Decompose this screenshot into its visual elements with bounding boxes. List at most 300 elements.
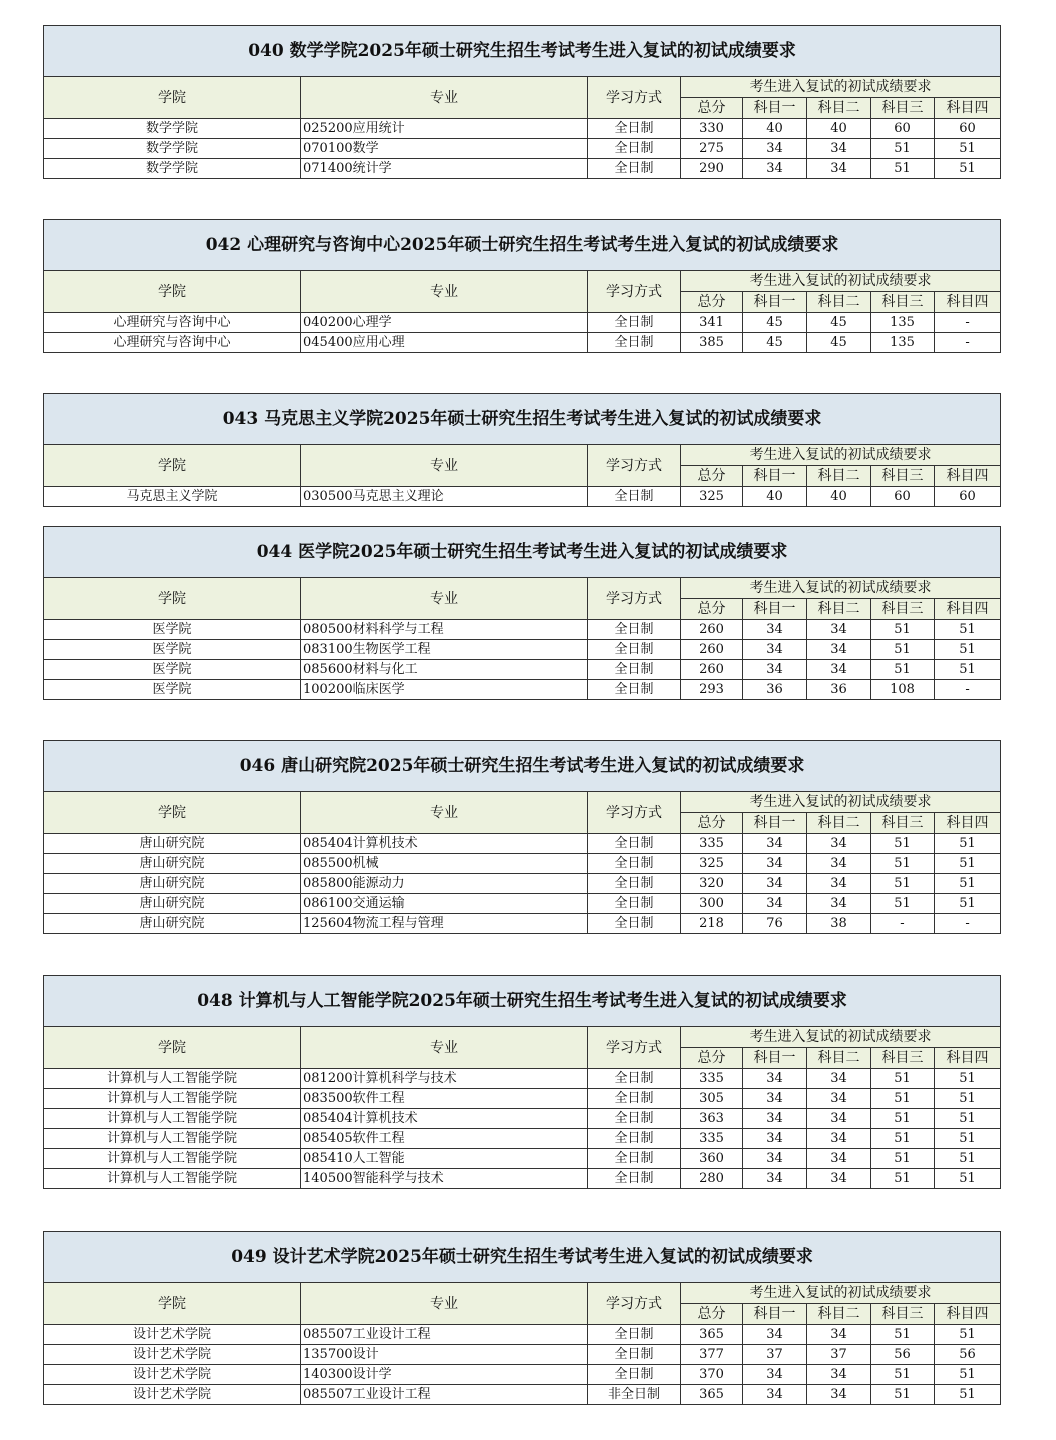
table-row — [44, 1089, 1001, 1109]
table-row — [44, 1365, 1001, 1385]
subject3-cell: - — [871, 914, 935, 934]
table-row — [44, 1149, 1001, 1169]
section-title: 042 心理研究与咨询中心2025年硕士研究生招生考试考生进入复试的初试成绩要求 — [44, 220, 1001, 271]
subject2-cell: 38 — [807, 914, 871, 934]
score-section — [43, 393, 1000, 507]
table-row — [44, 159, 1001, 179]
mode-cell: 全日制 — [588, 159, 681, 179]
subject2-cell: 45 — [807, 333, 871, 353]
score-table — [43, 393, 1001, 507]
subject4-cell: 60 — [935, 487, 1001, 507]
major-cell: 086100交通运输 — [301, 894, 588, 914]
header-college: 学院 — [44, 77, 301, 119]
major-cell: 140300设计学 — [301, 1365, 588, 1385]
subject3-cell: 51 — [871, 620, 935, 640]
table-row — [44, 1325, 1001, 1345]
subject2-cell: 34 — [807, 1069, 871, 1089]
subject4-cell: 51 — [935, 894, 1001, 914]
table-row — [44, 620, 1001, 640]
subject2-cell: 34 — [807, 640, 871, 660]
subject4-cell: 51 — [935, 660, 1001, 680]
score-table — [43, 219, 1001, 353]
subject4-cell: - — [935, 914, 1001, 934]
header-college: 学院 — [44, 792, 301, 834]
subject3-cell: 135 — [871, 313, 935, 333]
subject4-cell: 51 — [935, 1149, 1001, 1169]
subject1-cell: 40 — [743, 487, 807, 507]
major-cell: 045400应用心理 — [301, 333, 588, 353]
subject4-cell: 51 — [935, 1365, 1001, 1385]
major-cell: 085600材料与化工 — [301, 660, 588, 680]
header-s3: 科目三 — [871, 599, 935, 620]
major-cell: 080500材料科学与工程 — [301, 620, 588, 640]
college-cell: 数学学院 — [44, 119, 301, 139]
score-table — [43, 1231, 1001, 1405]
subject1-cell: 45 — [743, 313, 807, 333]
table-row — [44, 1385, 1001, 1405]
subject2-cell: 34 — [807, 1325, 871, 1345]
subject3-cell: 51 — [871, 1385, 935, 1405]
mode-cell: 全日制 — [588, 487, 681, 507]
total-cell: 300 — [681, 894, 743, 914]
mode-cell: 全日制 — [588, 874, 681, 894]
section-title: 043 马克思主义学院2025年硕士研究生招生考试考生进入复试的初试成绩要求 — [44, 394, 1001, 445]
subject1-cell: 34 — [743, 620, 807, 640]
score-table — [43, 526, 1001, 700]
subject1-cell: 40 — [743, 119, 807, 139]
subject2-cell: 34 — [807, 1129, 871, 1149]
subject3-cell: 60 — [871, 487, 935, 507]
subject1-cell: 34 — [743, 640, 807, 660]
table-row — [44, 834, 1001, 854]
mode-cell: 全日制 — [588, 854, 681, 874]
major-cell: 083100生物医学工程 — [301, 640, 588, 660]
subject4-cell: 51 — [935, 159, 1001, 179]
major-cell: 030500马克思主义理论 — [301, 487, 588, 507]
subject2-cell: 34 — [807, 660, 871, 680]
college-cell: 计算机与人工智能学院 — [44, 1109, 301, 1129]
major-cell: 070100数学 — [301, 139, 588, 159]
subject3-cell: 51 — [871, 834, 935, 854]
subject1-cell: 34 — [743, 1069, 807, 1089]
college-cell: 计算机与人工智能学院 — [44, 1069, 301, 1089]
subject1-cell: 34 — [743, 1385, 807, 1405]
header-s1: 科目一 — [743, 1048, 807, 1069]
subject1-cell: 34 — [743, 1169, 807, 1189]
table-row — [44, 313, 1001, 333]
total-cell: 275 — [681, 139, 743, 159]
header-study-mode: 学习方式 — [588, 792, 681, 834]
subject1-cell: 34 — [743, 1365, 807, 1385]
subject2-cell: 45 — [807, 313, 871, 333]
table-row — [44, 914, 1001, 934]
subject2-cell: 34 — [807, 894, 871, 914]
subject2-cell: 34 — [807, 854, 871, 874]
section-title: 044 医学院2025年硕士研究生招生考试考生进入复试的初试成绩要求 — [44, 527, 1001, 578]
header-s3: 科目三 — [871, 1048, 935, 1069]
header-major: 专业 — [301, 792, 588, 834]
header-requirement: 考生进入复试的初试成绩要求 — [681, 578, 1001, 599]
header-major: 专业 — [301, 1027, 588, 1069]
major-cell: 085404计算机技术 — [301, 1109, 588, 1129]
header-s1: 科目一 — [743, 813, 807, 834]
subject3-cell: 51 — [871, 1169, 935, 1189]
header-s4: 科目四 — [935, 1304, 1001, 1325]
college-cell: 唐山研究院 — [44, 914, 301, 934]
header-s3: 科目三 — [871, 813, 935, 834]
subject4-cell: 51 — [935, 1325, 1001, 1345]
total-cell: 363 — [681, 1109, 743, 1129]
subject1-cell: 34 — [743, 1109, 807, 1129]
total-cell: 365 — [681, 1385, 743, 1405]
major-cell: 085800能源动力 — [301, 874, 588, 894]
table-row — [44, 1069, 1001, 1089]
subject3-cell: 135 — [871, 333, 935, 353]
subject1-cell: 34 — [743, 1129, 807, 1149]
major-cell: 125604物流工程与管理 — [301, 914, 588, 934]
header-requirement: 考生进入复试的初试成绩要求 — [681, 792, 1001, 813]
subject4-cell: 60 — [935, 119, 1001, 139]
score-section — [43, 975, 1000, 1189]
header-s4: 科目四 — [935, 813, 1001, 834]
subject3-cell: 51 — [871, 1129, 935, 1149]
college-cell: 唐山研究院 — [44, 834, 301, 854]
mode-cell: 全日制 — [588, 1325, 681, 1345]
major-cell: 081200计算机科学与技术 — [301, 1069, 588, 1089]
subject4-cell: 51 — [935, 1385, 1001, 1405]
subject1-cell: 36 — [743, 680, 807, 700]
college-cell: 心理研究与咨询中心 — [44, 333, 301, 353]
major-cell: 085405软件工程 — [301, 1129, 588, 1149]
header-study-mode: 学习方式 — [588, 271, 681, 313]
subject2-cell: 34 — [807, 1385, 871, 1405]
header-s1: 科目一 — [743, 98, 807, 119]
major-cell: 085404计算机技术 — [301, 834, 588, 854]
subject2-cell: 34 — [807, 139, 871, 159]
table-row — [44, 1345, 1001, 1365]
header-total: 总分 — [681, 466, 743, 487]
table-row — [44, 640, 1001, 660]
header-s4: 科目四 — [935, 1048, 1001, 1069]
subject1-cell: 34 — [743, 1325, 807, 1345]
college-cell: 计算机与人工智能学院 — [44, 1169, 301, 1189]
mode-cell: 全日制 — [588, 914, 681, 934]
header-s1: 科目一 — [743, 466, 807, 487]
college-cell: 唐山研究院 — [44, 894, 301, 914]
header-s3: 科目三 — [871, 1304, 935, 1325]
total-cell: 260 — [681, 620, 743, 640]
subject4-cell: 51 — [935, 1069, 1001, 1089]
header-s2: 科目二 — [807, 599, 871, 620]
header-s2: 科目二 — [807, 813, 871, 834]
table-row — [44, 1129, 1001, 1149]
subject3-cell: 51 — [871, 1109, 935, 1129]
header-major: 专业 — [301, 77, 588, 119]
table-row — [44, 854, 1001, 874]
header-requirement: 考生进入复试的初试成绩要求 — [681, 1027, 1001, 1048]
subject2-cell: 34 — [807, 874, 871, 894]
header-s1: 科目一 — [743, 292, 807, 313]
college-cell: 数学学院 — [44, 159, 301, 179]
score-section — [43, 1231, 1000, 1405]
header-s2: 科目二 — [807, 98, 871, 119]
subject3-cell: 51 — [871, 1325, 935, 1345]
subject4-cell: 51 — [935, 139, 1001, 159]
header-requirement: 考生进入复试的初试成绩要求 — [681, 77, 1001, 98]
header-requirement: 考生进入复试的初试成绩要求 — [681, 445, 1001, 466]
header-study-mode: 学习方式 — [588, 1283, 681, 1325]
major-cell: 085500机械 — [301, 854, 588, 874]
college-cell: 计算机与人工智能学院 — [44, 1089, 301, 1109]
header-study-mode: 学习方式 — [588, 578, 681, 620]
subject4-cell: - — [935, 680, 1001, 700]
table-row — [44, 660, 1001, 680]
mode-cell: 非全日制 — [588, 1385, 681, 1405]
table-row — [44, 487, 1001, 507]
header-s4: 科目四 — [935, 599, 1001, 620]
subject4-cell: 51 — [935, 640, 1001, 660]
subject2-cell: 37 — [807, 1345, 871, 1365]
major-cell: 071400统计学 — [301, 159, 588, 179]
mode-cell: 全日制 — [588, 1365, 681, 1385]
subject1-cell: 34 — [743, 139, 807, 159]
total-cell: 325 — [681, 487, 743, 507]
score-section — [43, 25, 1000, 179]
total-cell: 335 — [681, 834, 743, 854]
header-s2: 科目二 — [807, 466, 871, 487]
mode-cell: 全日制 — [588, 1109, 681, 1129]
header-s3: 科目三 — [871, 292, 935, 313]
subject1-cell: 34 — [743, 834, 807, 854]
header-major: 专业 — [301, 578, 588, 620]
table-row — [44, 119, 1001, 139]
subject3-cell: 60 — [871, 119, 935, 139]
subject2-cell: 34 — [807, 1089, 871, 1109]
header-s4: 科目四 — [935, 292, 1001, 313]
score-table — [43, 975, 1001, 1189]
subject2-cell: 34 — [807, 1365, 871, 1385]
college-cell: 医学院 — [44, 620, 301, 640]
header-total: 总分 — [681, 98, 743, 119]
subject2-cell: 34 — [807, 159, 871, 179]
total-cell: 260 — [681, 640, 743, 660]
major-cell: 085410人工智能 — [301, 1149, 588, 1169]
table-row — [44, 1109, 1001, 1129]
header-s2: 科目二 — [807, 1048, 871, 1069]
college-cell: 心理研究与咨询中心 — [44, 313, 301, 333]
college-cell: 马克思主义学院 — [44, 487, 301, 507]
header-major: 专业 — [301, 445, 588, 487]
header-s1: 科目一 — [743, 599, 807, 620]
college-cell: 唐山研究院 — [44, 874, 301, 894]
header-s2: 科目二 — [807, 292, 871, 313]
college-cell: 计算机与人工智能学院 — [44, 1129, 301, 1149]
total-cell: 320 — [681, 874, 743, 894]
header-total: 总分 — [681, 1048, 743, 1069]
major-cell: 083500软件工程 — [301, 1089, 588, 1109]
total-cell: 218 — [681, 914, 743, 934]
subject3-cell: 56 — [871, 1345, 935, 1365]
subject3-cell: 51 — [871, 874, 935, 894]
subject4-cell: 51 — [935, 1169, 1001, 1189]
total-cell: 360 — [681, 1149, 743, 1169]
subject3-cell: 51 — [871, 660, 935, 680]
mode-cell: 全日制 — [588, 1089, 681, 1109]
header-requirement: 考生进入复试的初试成绩要求 — [681, 271, 1001, 292]
major-cell: 100200临床医学 — [301, 680, 588, 700]
mode-cell: 全日制 — [588, 1069, 681, 1089]
subject1-cell: 34 — [743, 1149, 807, 1169]
total-cell: 365 — [681, 1325, 743, 1345]
college-cell: 唐山研究院 — [44, 854, 301, 874]
header-college: 学院 — [44, 1283, 301, 1325]
mode-cell: 全日制 — [588, 640, 681, 660]
subject4-cell: - — [935, 313, 1001, 333]
college-cell: 设计艺术学院 — [44, 1365, 301, 1385]
total-cell: 335 — [681, 1129, 743, 1149]
subject1-cell: 34 — [743, 854, 807, 874]
subject2-cell: 34 — [807, 1109, 871, 1129]
total-cell: 377 — [681, 1345, 743, 1365]
header-s4: 科目四 — [935, 466, 1001, 487]
header-college: 学院 — [44, 271, 301, 313]
major-cell: 085507工业设计工程 — [301, 1325, 588, 1345]
header-college: 学院 — [44, 578, 301, 620]
table-row — [44, 333, 1001, 353]
total-cell: 330 — [681, 119, 743, 139]
mode-cell: 全日制 — [588, 1129, 681, 1149]
major-cell: 085507工业设计工程 — [301, 1385, 588, 1405]
subject4-cell: 51 — [935, 1109, 1001, 1129]
header-total: 总分 — [681, 292, 743, 313]
subject3-cell: 51 — [871, 640, 935, 660]
header-s4: 科目四 — [935, 98, 1001, 119]
college-cell: 设计艺术学院 — [44, 1325, 301, 1345]
subject2-cell: 40 — [807, 119, 871, 139]
header-total: 总分 — [681, 599, 743, 620]
section-title: 046 唐山研究院2025年硕士研究生招生考试考生进入复试的初试成绩要求 — [44, 741, 1001, 792]
mode-cell: 全日制 — [588, 660, 681, 680]
header-study-mode: 学习方式 — [588, 1027, 681, 1069]
header-total: 总分 — [681, 813, 743, 834]
subject4-cell: 51 — [935, 1089, 1001, 1109]
header-study-mode: 学习方式 — [588, 77, 681, 119]
subject3-cell: 51 — [871, 1149, 935, 1169]
subject3-cell: 51 — [871, 1069, 935, 1089]
total-cell: 385 — [681, 333, 743, 353]
subject4-cell: 51 — [935, 834, 1001, 854]
subject2-cell: 34 — [807, 620, 871, 640]
mode-cell: 全日制 — [588, 1345, 681, 1365]
subject1-cell: 34 — [743, 874, 807, 894]
subject1-cell: 76 — [743, 914, 807, 934]
subject4-cell: - — [935, 333, 1001, 353]
subject4-cell: 51 — [935, 854, 1001, 874]
major-cell: 040200心理学 — [301, 313, 588, 333]
total-cell: 341 — [681, 313, 743, 333]
subject2-cell: 40 — [807, 487, 871, 507]
major-cell: 135700设计 — [301, 1345, 588, 1365]
college-cell: 医学院 — [44, 640, 301, 660]
header-s3: 科目三 — [871, 98, 935, 119]
subject3-cell: 51 — [871, 159, 935, 179]
subject1-cell: 34 — [743, 1089, 807, 1109]
major-cell: 140500智能科学与技术 — [301, 1169, 588, 1189]
subject3-cell: 51 — [871, 1089, 935, 1109]
header-s1: 科目一 — [743, 1304, 807, 1325]
subject2-cell: 36 — [807, 680, 871, 700]
table-row — [44, 680, 1001, 700]
section-title: 040 数学学院2025年硕士研究生招生考试考生进入复试的初试成绩要求 — [44, 26, 1001, 77]
college-cell: 设计艺术学院 — [44, 1345, 301, 1365]
subject3-cell: 51 — [871, 894, 935, 914]
total-cell: 370 — [681, 1365, 743, 1385]
subject4-cell: 51 — [935, 1129, 1001, 1149]
header-major: 专业 — [301, 1283, 588, 1325]
subject4-cell: 51 — [935, 620, 1001, 640]
section-title: 048 计算机与人工智能学院2025年硕士研究生招生考试考生进入复试的初试成绩要求 — [44, 976, 1001, 1027]
subject1-cell: 34 — [743, 660, 807, 680]
subject1-cell: 34 — [743, 894, 807, 914]
college-cell: 数学学院 — [44, 139, 301, 159]
subject1-cell: 34 — [743, 159, 807, 179]
mode-cell: 全日制 — [588, 620, 681, 640]
subject4-cell: 56 — [935, 1345, 1001, 1365]
mode-cell: 全日制 — [588, 119, 681, 139]
subject3-cell: 51 — [871, 854, 935, 874]
score-section — [43, 219, 1000, 353]
subject3-cell: 51 — [871, 1365, 935, 1385]
header-s2: 科目二 — [807, 1304, 871, 1325]
total-cell: 305 — [681, 1089, 743, 1109]
subject4-cell: 51 — [935, 874, 1001, 894]
table-row — [44, 874, 1001, 894]
mode-cell: 全日制 — [588, 834, 681, 854]
subject3-cell: 51 — [871, 139, 935, 159]
section-title: 049 设计艺术学院2025年硕士研究生招生考试考生进入复试的初试成绩要求 — [44, 1232, 1001, 1283]
subject1-cell: 45 — [743, 333, 807, 353]
total-cell: 280 — [681, 1169, 743, 1189]
subject1-cell: 37 — [743, 1345, 807, 1365]
mode-cell: 全日制 — [588, 139, 681, 159]
header-s3: 科目三 — [871, 466, 935, 487]
score-table — [43, 740, 1001, 934]
header-college: 学院 — [44, 445, 301, 487]
score-table — [43, 25, 1001, 179]
table-row — [44, 894, 1001, 914]
total-cell: 260 — [681, 660, 743, 680]
college-cell: 医学院 — [44, 660, 301, 680]
subject2-cell: 34 — [807, 1149, 871, 1169]
college-cell: 医学院 — [44, 680, 301, 700]
total-cell: 293 — [681, 680, 743, 700]
header-requirement: 考生进入复试的初试成绩要求 — [681, 1283, 1001, 1304]
mode-cell: 全日制 — [588, 894, 681, 914]
total-cell: 325 — [681, 854, 743, 874]
score-section — [43, 740, 1000, 934]
mode-cell: 全日制 — [588, 333, 681, 353]
total-cell: 335 — [681, 1069, 743, 1089]
header-major: 专业 — [301, 271, 588, 313]
mode-cell: 全日制 — [588, 1149, 681, 1169]
college-cell: 计算机与人工智能学院 — [44, 1149, 301, 1169]
header-study-mode: 学习方式 — [588, 445, 681, 487]
table-row — [44, 1169, 1001, 1189]
subject2-cell: 34 — [807, 834, 871, 854]
subject2-cell: 34 — [807, 1169, 871, 1189]
score-section — [43, 526, 1000, 700]
mode-cell: 全日制 — [588, 313, 681, 333]
